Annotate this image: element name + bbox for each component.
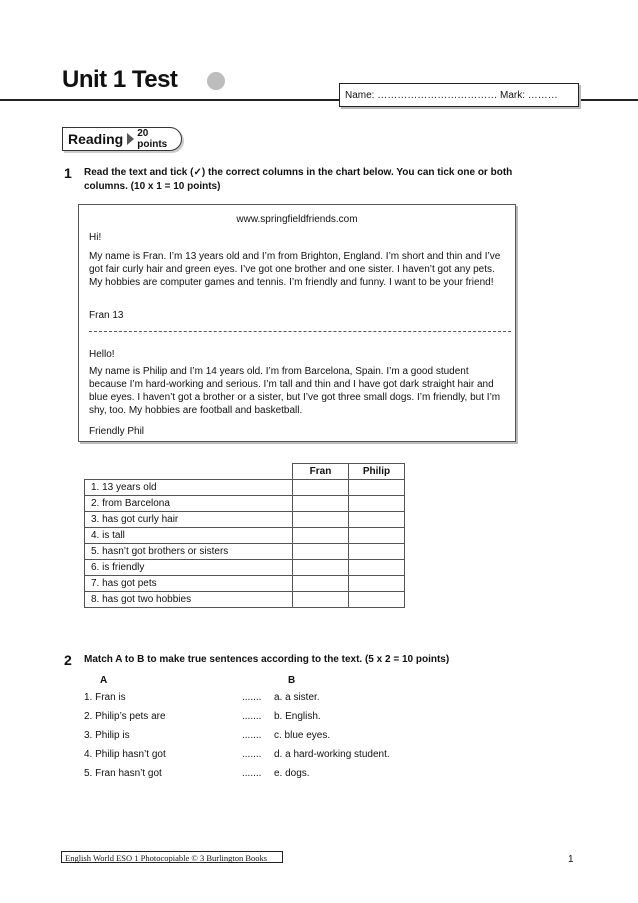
answer-blank[interactable]: ....... <box>242 768 262 779</box>
website-url: www.springfieldfriends.com <box>236 214 358 225</box>
match-left: 4. Philip hasn’t got <box>84 749 166 760</box>
row-label: 3. has got curly hair <box>85 512 293 528</box>
title-circle-icon <box>207 72 225 90</box>
tick-cell-fran[interactable] <box>293 512 349 528</box>
match-right: e. dogs. <box>274 768 310 779</box>
answer-blank[interactable]: ....... <box>242 711 262 722</box>
table-row <box>85 496 405 512</box>
exercise-1-number: 1 <box>64 165 72 181</box>
row-label: 8. has got two hobbies <box>85 592 293 608</box>
match-right: a. a sister. <box>274 692 320 703</box>
page-title: Unit 1 Test <box>62 66 178 93</box>
page-number: 1 <box>568 854 574 865</box>
tick-cell-fran[interactable] <box>293 528 349 544</box>
table-row <box>85 528 405 544</box>
exercise-1-instruction: Read the text and tick (✓) the correct columns in the chart below. You can tick one or both columns. (10 x 1 = 10 points) <box>84 167 513 192</box>
tick-cell-philip[interactable] <box>349 592 405 608</box>
section-badge <box>62 127 182 151</box>
match-row <box>84 768 504 782</box>
philip-text: My name is Philip and I’m 14 years old. I’m from Barcelona, Spain. I’m a good student because I’m hard-working and serious. I’m tall and thin and I have got dark straight hair and blue eyes. I haven’t got a brother or a sister, but I’ve got three small dogs. I’m friendly, but I’m shy, too. My hobbies are football and basketball. <box>89 366 501 416</box>
column-a-heading: A <box>100 675 108 686</box>
tick-cell-fran[interactable] <box>293 544 349 560</box>
match-row <box>84 692 504 706</box>
row-label: 5. hasn’t got brothers or sisters <box>85 544 293 560</box>
match-right: d. a hard-working student. <box>274 749 390 760</box>
tick-cell-philip[interactable] <box>349 496 405 512</box>
column-b-heading: B <box>288 675 296 686</box>
exercise-2-number: 2 <box>64 652 72 668</box>
match-row <box>84 749 504 763</box>
column-philip: Philip <box>349 464 405 480</box>
answer-blank[interactable]: ....... <box>242 692 262 703</box>
chart-header-row <box>85 464 405 480</box>
match-right: b. English. <box>274 711 321 722</box>
footer-credit: English World ESO 1 Photocopiable © 3 Burlington Books <box>61 851 283 863</box>
row-label: 7. has got pets <box>85 576 293 592</box>
arrow-right-icon <box>127 133 134 145</box>
row-label: 4. is tall <box>85 528 293 544</box>
fran-signature: Fran 13 <box>89 310 124 321</box>
match-row <box>84 711 504 725</box>
fran-text: My name is Fran. I’m 13 years old and I’m from Brighton, England. I’m short and thin and I’ve got fair curly hair and green eyes. I’ve got one brother and one sister. I haven’t got any pets. My hobbies are computer games and tennis. I’m friendly and funny. I want to be your friend! <box>89 251 501 288</box>
fran-greeting: Hi! <box>89 232 102 243</box>
tick-cell-philip[interactable] <box>349 576 405 592</box>
exercise-2-instruction: Match A to B to make true sentences according to the text. (5 x 2 = 10 points) <box>84 654 450 665</box>
match-left: 5. Fran hasn’t got <box>84 768 162 779</box>
tick-cell-philip[interactable] <box>349 560 405 576</box>
match-right: c. blue eyes. <box>274 730 331 741</box>
tick-chart <box>84 463 405 608</box>
tick-cell-fran[interactable] <box>293 576 349 592</box>
table-row <box>85 480 405 496</box>
chart-corner <box>85 464 293 480</box>
reading-text-box <box>78 204 516 442</box>
tick-cell-philip[interactable] <box>349 528 405 544</box>
tick-cell-fran[interactable] <box>293 560 349 576</box>
tick-cell-fran[interactable] <box>293 496 349 512</box>
match-left: 3. Philip is <box>84 730 130 741</box>
match-row <box>84 730 504 744</box>
tick-cell-fran[interactable] <box>293 592 349 608</box>
tick-cell-fran[interactable] <box>293 480 349 496</box>
answer-blank[interactable]: ....... <box>242 749 262 760</box>
table-row <box>85 544 405 560</box>
philip-signature: Friendly Phil <box>89 426 145 437</box>
philip-greeting: Hello! <box>89 349 115 360</box>
table-row <box>85 592 405 608</box>
section-points: 20 points <box>137 128 168 150</box>
section-label: Reading <box>68 131 124 147</box>
text-separator <box>89 331 511 332</box>
tick-cell-philip[interactable] <box>349 480 405 496</box>
table-row <box>85 576 405 592</box>
match-left: 2. Philip’s pets are <box>84 711 166 722</box>
tick-cell-philip[interactable] <box>349 512 405 528</box>
row-label: 1. 13 years old <box>85 480 293 496</box>
row-label: 2. from Barcelona <box>85 496 293 512</box>
answer-blank[interactable]: ....... <box>242 730 262 741</box>
table-row <box>85 560 405 576</box>
name-mark-field[interactable]: Name: ……………………………… Mark: ……… <box>339 83 579 107</box>
tick-cell-philip[interactable] <box>349 544 405 560</box>
table-row <box>85 512 405 528</box>
row-label: 6. is friendly <box>85 560 293 576</box>
match-left: 1. Fran is <box>84 692 126 703</box>
column-fran: Fran <box>293 464 349 480</box>
